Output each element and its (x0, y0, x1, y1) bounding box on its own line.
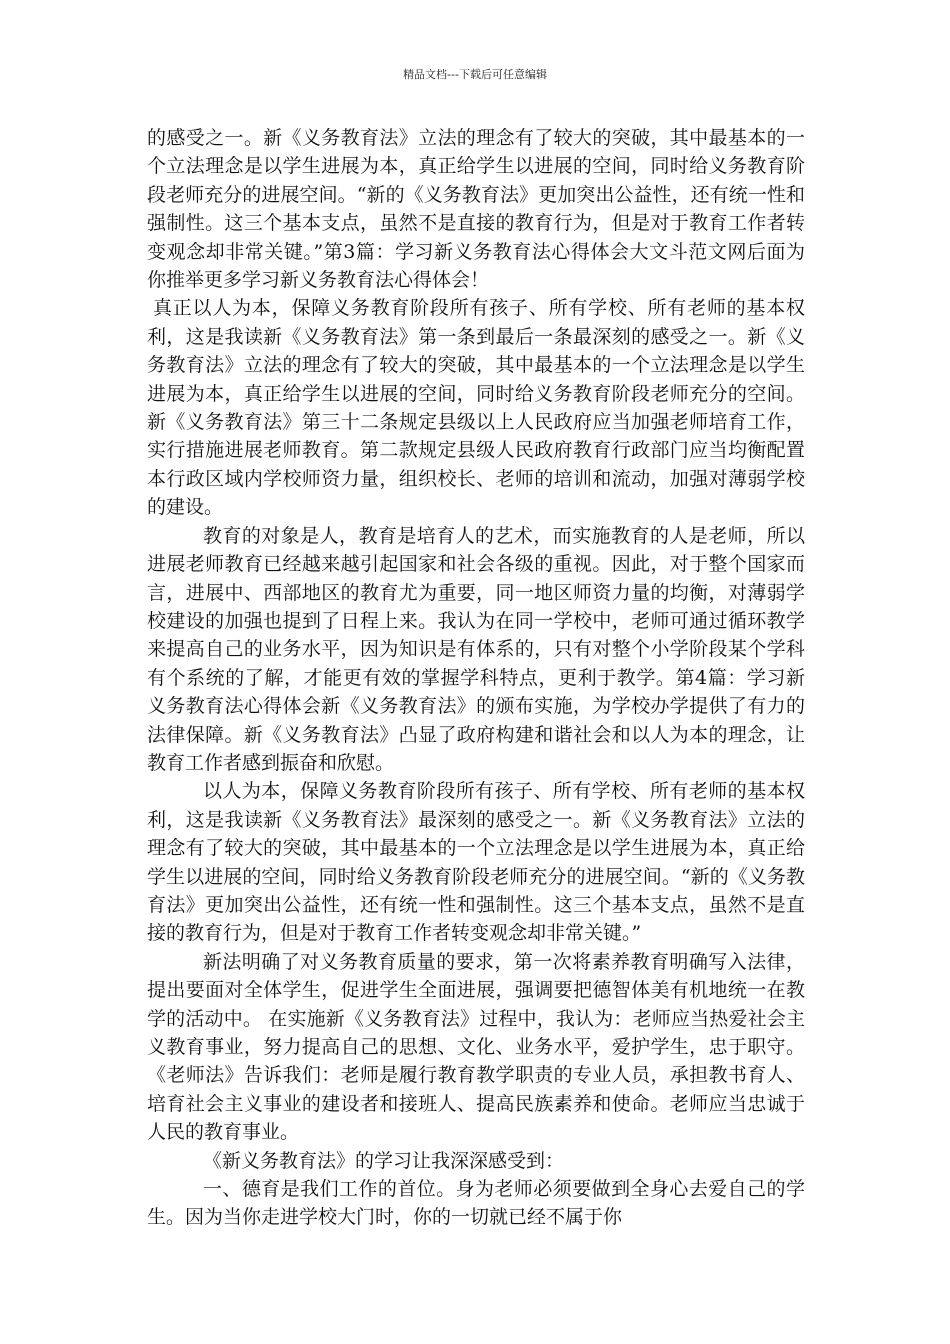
paragraph-3: 教育的对象是人，教育是培育人的艺术，而实施教育的人是老师，所以进展老师教育已经越来越引起国家和社会各级的重视。因此，对于整个国家而言，进展中、西部地区的教育尤为重要，同一地区师资力量的均衡，对薄弱学校建设的加强也提到了日程上来。我认为在同一学校中，老师可通过循环教学来提高自己的业务水平，因为知识是有体系的，只有对整个小学阶段某个学科有个系统的了解，才能更有效的掌握学科特点，更利于教学。第4篇：学习新义务教育法心得体会新《义务教育法》的颁布实施，为学校办学提供了有力的法律保障。新《义务教育法》凸显了政府构建和谐社会和以人为本的理念，让教育工作者感到振奋和欣慰。 (147, 524, 805, 774)
paragraph-1: 的感受之一。新《义务教育法》立法的理念有了较大的突破，其中最基本的一个立法理念是以学生进展为本，真正给学生以进展的空间，同时给义务教育阶段老师充分的进展空间。“新的《义务教育法》更加突出公益性，还有统一性和强制性。这三个基本支点，虽然不是直接的教育行为，但是对于教育工作者转变观念却非常关键。”第3篇：学习新义务教育法心得体会大文斗范文网后面为你推举更多学习新义务教育法心得体会！ (147, 127, 805, 292)
paragraph-6: 《新义务教育法》的学习让我深深感受到： (203, 1149, 565, 1172)
document-body (147, 124, 805, 1232)
page-header: 精品文档---下载后可任意编辑 (403, 68, 547, 81)
paragraph-5: 新法明确了对义务教育质量的要求，第一次将素养教育明确写入法律，提出要面对全体学生，促进学生全面进展，强调要把德智体美有机地统一在教学的活动中。 在实施新《义务教育法》过程中，我认为：老师应当热爱社会主义教育事业，努力提高自己的思想、文化、业务水平，爱护学生，忠于职守。《老师法》告诉我们：老师是履行教育教学职责的专业人员，承担教书育人、培育社会主义事业的建设者和接班人、提高民族素养和使命。老师应当忠诚于人民的教育事业。 (147, 950, 805, 1144)
paragraph-4: 以人为本，保障义务教育阶段所有孩子、所有学校、所有老师的基本权利，这是我读新《义务教育法》最深刻的感受之一。新《义务教育法》立法的理念有了较大的突破，其中最基本的一个立法理念是以学生进展为本，真正给学生以进展的空间，同时给义务教育阶段老师充分的进展空间。“新的《义务教育法》更加突出公益性，还有统一性和强制性。这三个基本支点，虽然不是直接的教育行为，但是对于教育工作者转变观念却非常关键。” (147, 780, 805, 945)
paragraph-2: 真正以人为本，保障义务教育阶段所有孩子、所有学校、所有老师的基本权利，这是我读新《义务教育法》第一条到最后一条最深刻的感受之一。新《义务教育法》立法的理念有了较大的突破，其中最基本的一个立法理念是以学生进展为本，真正给学生以进展的空间，同时给义务教育阶段老师充分的空间。新《义务教育法》第三十二条规定县级以上人民政府应当加强老师培育工作，实行措施进展老师教育。第二款规定县级人民政府教育行政部门应当均衡配置本行政区域内学校师资力量，组织校长、老师的培训和流动，加强对薄弱学校的建设。 (147, 297, 805, 519)
paragraph-7: 一、德育是我们工作的首位。身为老师必须要做到全身心去爱自己的学生。因为当你走进学校大门时，你的一切就已经不属于你 (147, 1178, 805, 1229)
